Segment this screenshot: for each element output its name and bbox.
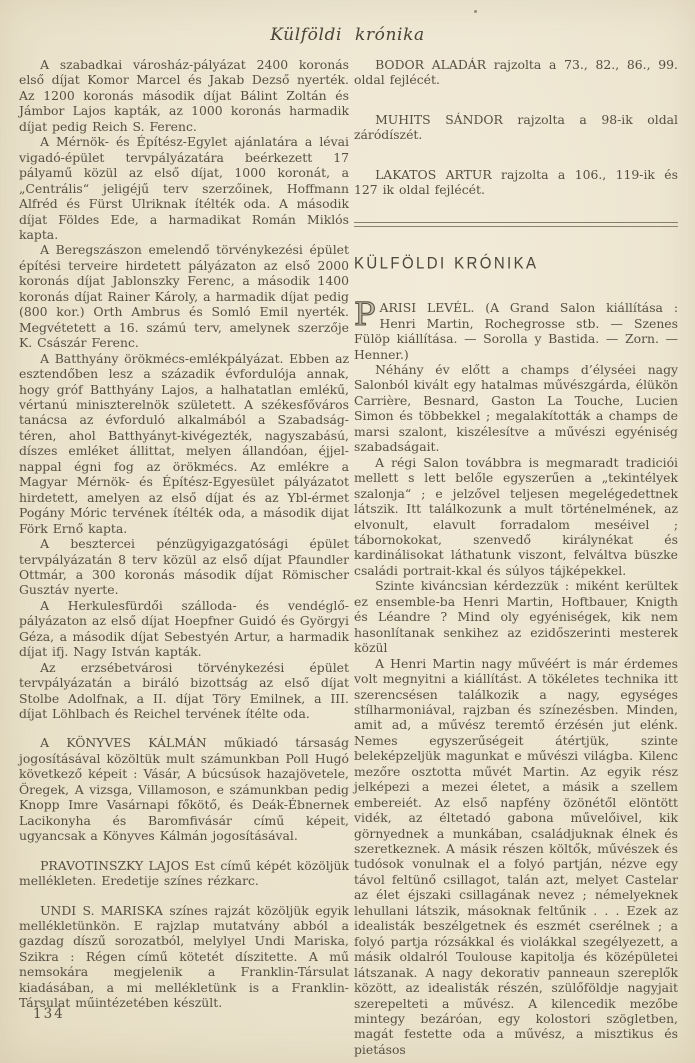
- paragraph: A besztercei pénzügyigazgatósági épület tervpályázatán 8 terv közül az első díjat Pfaundler Ottmár, a 300 koronás második díjat Römischer Gusztáv nyerte.: [19, 536, 349, 598]
- page-title: Külföldi krónika: [270, 25, 425, 45]
- paragraph: Az erzsébetvárosi törvénykezési épület tervpályázatán a biráló bizottság az első díjat Stolbe Adolfnak, a II. díjat Töry Emilnek, a III. díjat Löhlbach és Reichel tervének ítélte oda.: [19, 659, 349, 722]
- paragraph: A Herkulesfürdői szálloda- és vendéglő-pályázaton az első díjat Hoepfner Guidó és Györgyi Géza, a második díjat Sebestyén Artur, a harmadik díjat ifj. Nagy István kapták.: [19, 597, 349, 660]
- paragraph: A Mérnök- és Építész-Egylet ajánlatára a lévai vigadó-épület tervpályázatára beérkezett 17 pályamű közül az első díjat, 1000 koronát, a „Centrális“ jeligéjű terv szerzőinek, Hoffmann Alfréd és Fürst Ulriknak ítélték oda. A második díjat Földes Ede, a harmadikat Román Miklós kapta.: [19, 134, 349, 242]
- paragraph: PRAVOTINSZKY LAJOS Est című képét közöljük mellékleten. Eredetije színes rézkarc.: [19, 857, 349, 889]
- paragraph: A Beregszászon emelendő törvénykezési épület építési terveire hirdetett pályázaton az első 2000 koronás díjat Jablonszky Ferenc, a második 1400 koronás díjat Rainer Károly, a harmadik díjat pedig (800 kor.) Orth Ambrus és Somló Emil nyerték. Megvétetett a 16. számú terv, amelynek szerzője K. Császár Ferenc.: [19, 242, 349, 351]
- lead-paragraph: [354, 295, 678, 362]
- right-column: [354, 57, 678, 1057]
- paragraph: A KÖNYVES KÁLMÁN műkiadó társaság jogosításával közöltük mult számunkban Poll Hugó következő képeit : Vásár, A búcsúsok hazajövetele, Öregek, A vizsga, Villamoson, e számunkban pedig Knopp Imre Vasárnapi főkötő, és Deák-Ébnernek Lacikonyha és Baromfivásár című képeit, ugyancsak a Könyves Kálmán jogosításával.: [19, 735, 349, 844]
- page-number: 134: [33, 1006, 65, 1022]
- paragraph: A Henri Martin nagy művéért is már érdemes volt megnyitni a kiállítást. A tökéletes technika itt szerencsésen találkozik a nagy, egységes stílharmoniával, rajzban és színezésben. Minden, amit ad, a művész teremtő érzésén jut elénk. Nemes egyszerűségeit átértjük, szinte beleképzeljük magunkat e művészi világba. Kilenc mezőre osztotta művét Martin. Az egyik rész jelképezi a mezei életet, a másik a szellem embereiét. Az első napfény özönétől elöntött vidék, az éltetadó gabona művelőivel, kik görnyednek a munkában, családjuknak élnek és szeretkeznek. A másik részen költők, művészek és tudósok vonulnak el a folyó partján, nézve egy távol feltünő csillagot, talán azt, melyet Castelar az élet éjszaki csillagának nevez ; némelyeknek lehullani látszik, másoknak feltűnik . . . Ezek az idealisták beszélgetnek és eszmét cserélnek ; a folyó partja rózsákkal és violákkal szegélyezett, a másik oldalról Toulouse kapitolja és középületei látszanak. A nagy dekorativ panneaun szereplők között, az idealisták részén, szülőföldje nagyjait szerepelteti a művész. A kilencedik mezőbe mintegy bezáróan, egy kolostori szögletben, magát festette oda a művész, a misztikus és pietásos: [354, 655, 678, 1057]
- contributor-note: MUHITS SÁNDOR rajzolta a 98-ik oldal záródíszét.: [354, 111, 678, 143]
- left-column: [19, 57, 349, 1011]
- paper-speck: [474, 10, 477, 13]
- contributor-note: BODOR ALADÁR rajzolta a 73., 82., 86., 99. oldal fejlécét.: [354, 57, 678, 88]
- paragraph: Szinte kiváncsian kérdezzük : miként kerültek ez ensemble-ba Henri Martin, Hoftbauer, Knigth és Léandre ? Mind oly egyéniségek, kik nem hasonlítanak senkihez az ezidőszerinti mesterek közül: [354, 578, 678, 656]
- paragraph: Néhány év előtt a champs d’élyséei nagy Salonból kivált egy hatalmas művészgárda, élükön Carrière, Besnard, Gaston La Touche, Lucien Simon és többekkel ; megalakították a champs de marsi szalont, kiszélesítve a művészi egyéniség szabadságait.: [354, 361, 678, 455]
- paragraph: A Batthyány örökmécs-emlékpályázat. Ebben az esztendőben lesz a századik évfordulója annak, hogy gróf Batthyány Lajos, a halhatatlan emlékű, vértanú miniszterelnök született. A székesfőváros tanácsa az évforduló alkalmából a Szabadság-téren, ahol Batthyányt-kivégezték, nagyszabású, díszes emléket állittat, melyen állandóan, éjjel-nappal égni fog az örökmécs. Az emlékre a Magyar Mérnök- és Építész-Egyesület pályázatot hirdetett, amelyen az első díjat és az Ybl-érmet Pogány Móric tervének ítélték oda, a második dijat Förk Ernő kapta.: [19, 350, 349, 536]
- section-heading: KÜLFÖLDI KRÓNIKA: [354, 253, 539, 273]
- paragraph: UNDI S. MARISKA színes rajzát közöljük egyik mellékletünkön. E rajzlap mutatvány abból a gazdag díszű sorozatból, melylyel Undi Mariska, Szikra : Régen című kötetét díszitette. A mű nemsokára megjelenik a Franklin-Társulat kiadásában, a mi mellékletünk is a Franklin-Társulat műintézetében készült.: [19, 902, 349, 1011]
- section-divider: [354, 222, 678, 227]
- contributor-note: LAKATOS ARTUR rajzolta a 106., 119-ik és 127 ik oldal fejlécét.: [354, 166, 678, 198]
- paragraph: A régi Salon továbbra is megmaradt tradiciói mellett s lett belőle egyszerűen a „tekintélyek szalonja“ ; e jelzővel teljesen megelégedettnek látszik. Itt találkozunk a mult történelmének, az elvonult, elavult forradalom meséivel ; tábornokokat, szenvedő királynékat és kardinálisokat láthatunk viszont, felváltva büszke családi portrait-kkal és súlyos tájképekkel.: [354, 454, 678, 578]
- paragraph: A szabadkai városház-pályázat 2400 koronás első díjat Komor Marcel és Jakab Dezső nyerték. Az 1200 koronás második díjat Bálint Zoltán és Jámbor Lajos kapták, az 1000 koronás harmadik díjat pedig Reich S. Ferenc.: [19, 57, 349, 134]
- lead-text: ARISI LEVÉL. (A Grand Salon kiállítása : Henri Martin, Rochegrosse stb. — Szenes Fülöp kiállítása. — Sorolla y Bastida. — Zorn. — Henner.): [354, 300, 678, 362]
- drop-cap: P: [354, 295, 376, 334]
